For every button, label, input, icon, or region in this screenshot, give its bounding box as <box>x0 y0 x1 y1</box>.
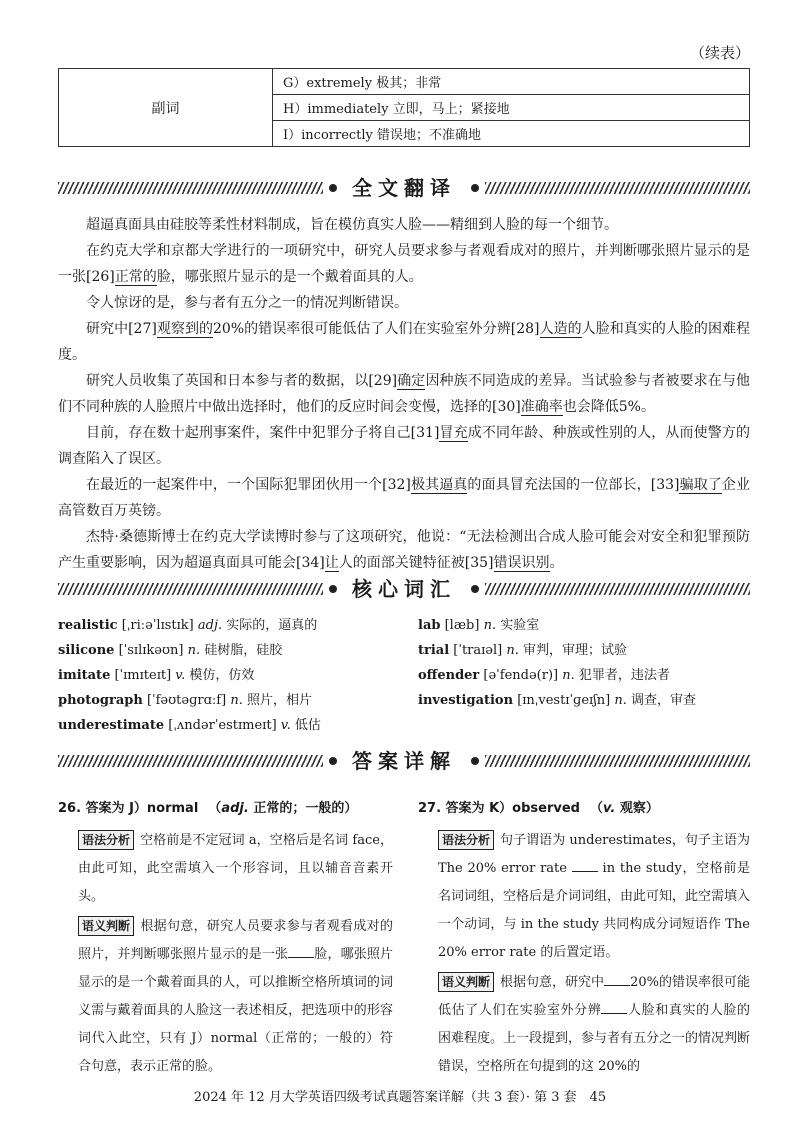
table-row <box>59 69 750 95</box>
category-cell: 副词 <box>59 69 273 147</box>
meaning-analysis: 语义判断 根据句意，研究中 20%的错误率很可能低估了人们在实验室外分辨 人脸和真实的人脸的困难程度。上一段提到，参与者有五分之一的情况判断错误，空格所在句提到的这 20%的 <box>418 969 750 1081</box>
section-header-answers <box>58 749 750 773</box>
vocab-entry: imitate [ˈɪmɪteɪt] v. 模仿，仿效 <box>58 668 255 683</box>
grammar-analysis: 语法分析 空格前是不定冠词 a，空格后是名词 face，由此可知，此空需填入一个形容词，且以辅音音素开头。 <box>58 827 393 911</box>
vocab-entry: trial [ˈtraɪəl] n. 审判，审理；试验 <box>418 643 628 658</box>
grammar-tag: 语法分析 <box>78 830 134 850</box>
page-footer: 2024 年 12 月大学英语四级考试真题答案详解（共 3 套）· 第 3 套 45 <box>193 1090 607 1105</box>
meaning-tag: 语义判断 <box>78 916 134 936</box>
bullet-dot <box>471 184 479 192</box>
paragraph: 超逼真面具由硅胶等柔性材料制成，旨在模仿真实人脸——精细到人脸的每一个细节。 <box>86 217 618 233</box>
decorative-stripe <box>58 755 323 767</box>
decorative-stripe <box>485 755 750 767</box>
table-cell: H）immediately 立即，马上；紧接地 <box>273 95 750 121</box>
meaning-tag: 语义判断 <box>438 972 494 992</box>
paragraph: 在最近的一起案件中，一个国际犯罪团伙用一个[32]极其逼真的面具冒充法国的一位部长，[33]骗取了企业高管数百万英镑。 <box>58 477 751 519</box>
decorative-stripe <box>485 182 750 194</box>
meaning-analysis: 语义判断 根据句意，研究人员要求参与者观看成对的照片，并判断哪张照片显示的是一张 脸，哪张照片显示的是一个戴着面具的人，可以推断空格所填词的词义需与戴着面具的人脸这一表述相反，把选项中的形容词代入此空，只有 J）normal（正常的；一般的）符合句意，表示正常的脸。 <box>58 913 393 1081</box>
vocab-entry: photograph [ˈfəʊtəɡrɑːf] n. 照片，相片 <box>58 693 313 708</box>
vocab-entry: offender [əˈfendə(r)] n. 犯罪者，违法者 <box>418 668 670 683</box>
answer-blank <box>601 999 627 1014</box>
paragraph: 目前，存在数十起刑事案件，案件中犯罪分子将自己[31]冒充成不同年龄、种族或性别的人，从而使警方的调查陷入了误区。 <box>58 425 750 467</box>
bullet-dot <box>329 184 337 192</box>
vocab-list-right <box>418 613 750 713</box>
paragraph: 研究中[27]观察到的20%的错误率很可能低估了人们在实验室外分辨[28]人造的人脸和真实的人脸的困难程度。 <box>58 321 751 363</box>
vocab-entry: realistic [ˌriːəˈlɪstɪk] adj. 实际的，逼真的 <box>58 618 318 633</box>
vocab-entry: investigation [ɪnˌvestɪˈɡeɪʃn] n. 调查，审查 <box>418 693 697 708</box>
table-cell: G）extremely 极其；非常 <box>273 69 750 95</box>
decorative-stripe <box>58 182 323 194</box>
grammar-analysis: 语法分析 句子谓语为 underestimates，句子主语为 The 20% error rate in the study，空格前是名词词组，空格后是介词词组，由此可知，此空需填入一个动词，与 in the study 共同构成分词短语作 The 20% error rate 的后置定语。 <box>418 827 750 967</box>
decorative-stripe <box>485 583 750 595</box>
adverb-table <box>58 68 750 147</box>
section-title: 答案详解 <box>352 749 456 773</box>
translation-body <box>58 212 750 576</box>
answer-heading: 26. 答案为 J）normal （adj. 正常的；一般的） <box>58 801 358 816</box>
answer-27 <box>418 795 750 1083</box>
bullet-dot <box>471 585 479 593</box>
paragraph: 研究人员收集了英国和日本参与者的数据，以[29]确定因种族不同造成的差异。当试验参与者被要求在与他们不同种族的人脸照片中做出选择时，他们的反应时间会变慢，选择的[30]准确率也会降低5%。 <box>58 373 751 415</box>
vocab-entry: underestimate [ˌʌndərˈestɪmeɪt] v. 低估 <box>58 718 321 733</box>
section-title: 核心词汇 <box>352 577 456 601</box>
section-header-translation <box>58 176 750 200</box>
paragraph: 在约克大学和京都大学进行的一项研究中，研究人员要求参与者观看成对的照片，并判断哪张照片显示的是一张[26]正常的脸，哪张照片显示的是一个戴着面具的人。 <box>58 243 750 285</box>
grammar-tag: 语法分析 <box>438 830 494 850</box>
section-title: 全文翻译 <box>352 176 456 200</box>
decorative-stripe <box>58 583 323 595</box>
table-cell: I）incorrectly 错误地；不准确地 <box>273 121 750 147</box>
paragraph: 杰特·桑德斯博士在约克大学读博时参与了这项研究，他说：“无法检测出合成人脸可能会对安全和犯罪预防产生重要影响，因为超逼真面具可能会[34]让人的面部关键特征被[35]错误识别。 <box>58 529 750 571</box>
section-header-vocabulary <box>58 577 750 601</box>
vocab-entry: silicone [ˈsɪlɪkəʊn] n. 硅树脂，硅胶 <box>58 643 283 658</box>
answer-blank <box>572 857 598 872</box>
vocab-list-left <box>58 613 398 738</box>
continued-label: （续表） <box>689 44 750 62</box>
answer-blank <box>604 971 630 986</box>
bullet-dot <box>329 585 337 593</box>
bullet-dot <box>471 757 479 765</box>
bullet-dot <box>329 757 337 765</box>
answer-blank <box>288 943 314 958</box>
answer-26 <box>58 795 393 1083</box>
answer-heading: 27. 答案为 K）observed （v. 观察） <box>418 801 659 816</box>
paragraph: 令人惊讶的是，参与者有五分之一的情况判断错误。 <box>86 295 408 311</box>
vocab-entry: lab [læb] n. 实验室 <box>418 618 540 633</box>
